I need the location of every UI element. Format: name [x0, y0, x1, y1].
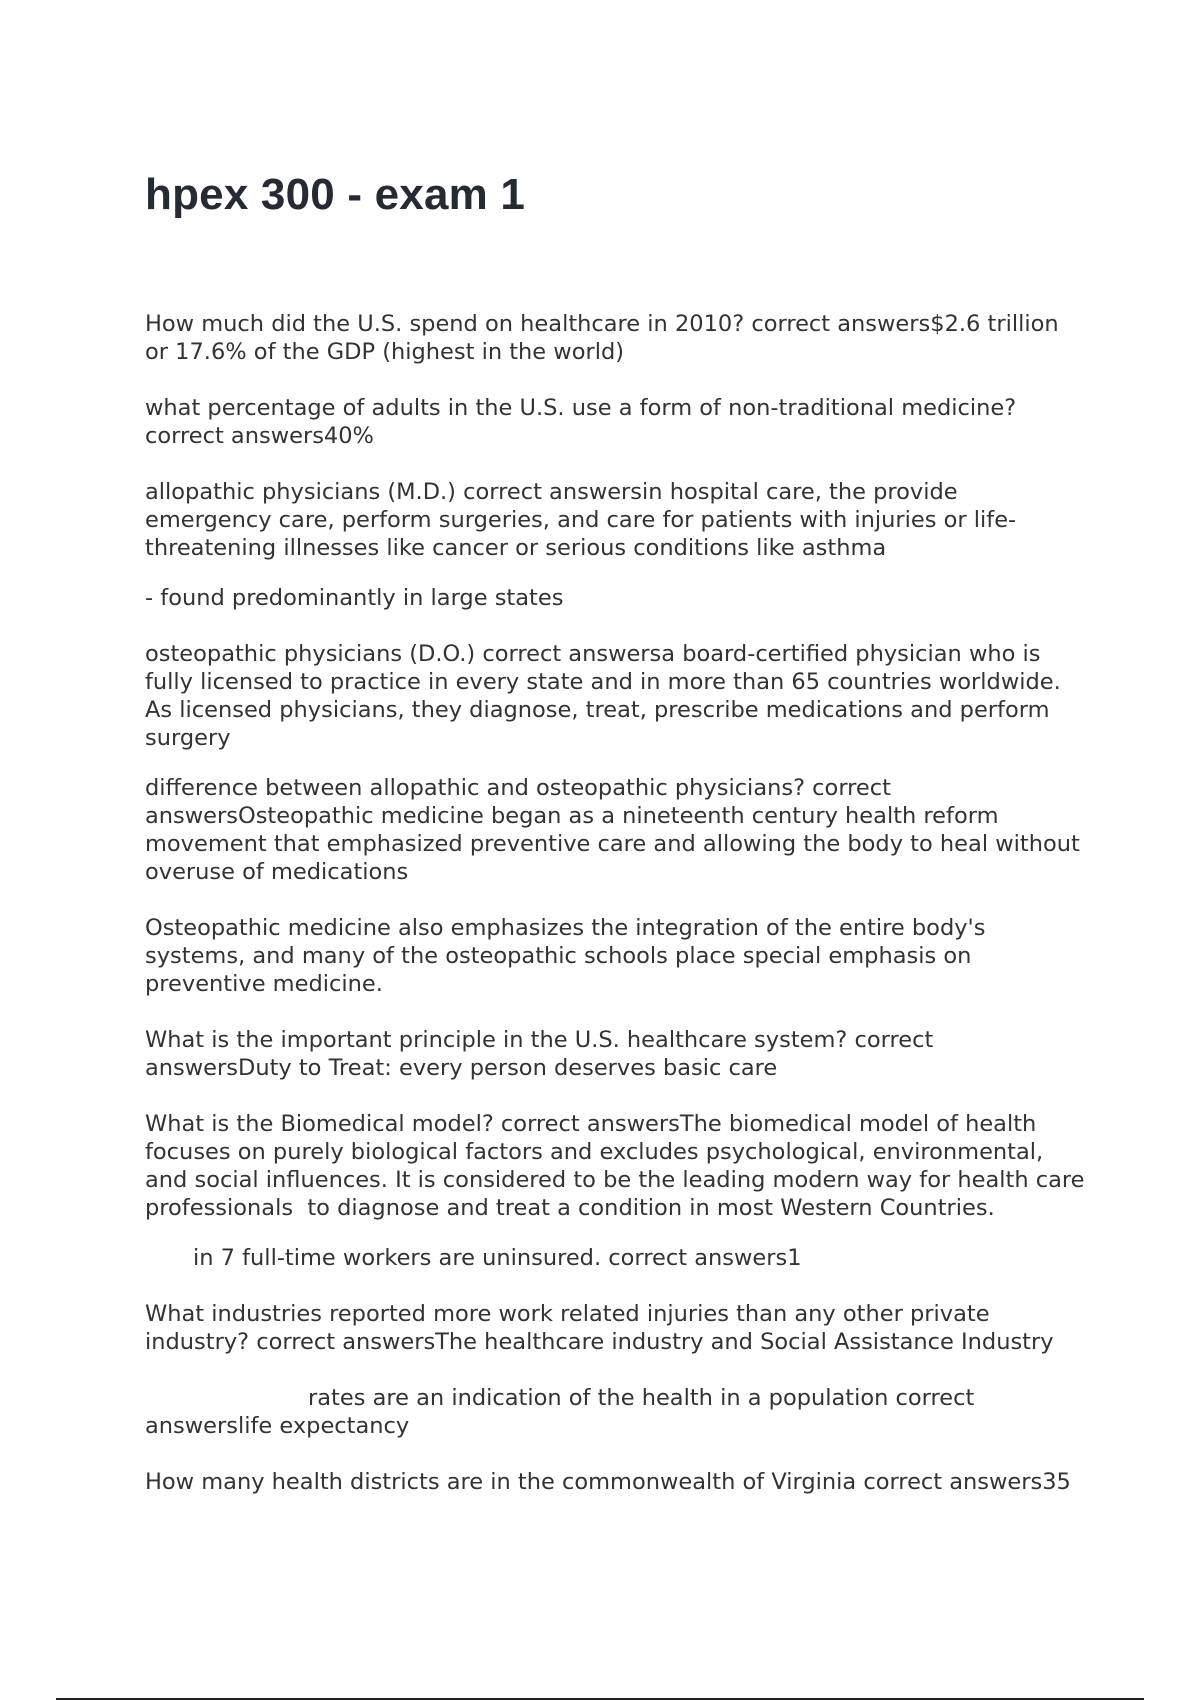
flashcard-item: difference between allopathic and osteopathic physicians? correct answersOsteopathic medicine began as a nineteenth century health reform movement that emphasized preventive care and allowing the body to heal without overuse of medications: [145, 775, 1087, 885]
flashcard-item: [145, 1384, 1085, 1440]
flashcard-item: osteopathic physicians (D.O.) correct answersa board-certified physician who is fully licensed to practice in every state and in more than 65 countries worldwide. As licensed physicians, they diagnose, treat, prescribe medications and perform surgery: [145, 641, 1068, 751]
page-title: hpex 300 - exam 1: [145, 170, 526, 219]
flashcard-item: - found predominantly in large states: [145, 585, 564, 611]
flashcard-item: what percentage of adults in the U.S. use a form of non-traditional medicine? correct answers40%: [145, 395, 1024, 449]
flashcard-item: allopathic physicians (M.D.) correct answersin hospital care, the provide emergency care, perform surgeries, and care for patients with injuries or life-threatening illnesses like cancer or serious conditions like asthma: [145, 479, 1017, 561]
flashcard-item: What industries reported more work related injuries than any other private industry? correct answersThe healthcare industry and Social Assistance Industry: [145, 1301, 1054, 1355]
flashcard-item: How many health districts are in the commonwealth of Virginia correct answers35: [145, 1469, 1071, 1495]
flashcard-item: How much did the U.S. spend on healthcare in 2010? correct answers$2.6 trillion or 17.6% of the GDP (highest in the world): [145, 311, 1066, 365]
flashcard-item: [145, 1110, 1092, 1222]
flashcard-text: in 7 full-time workers are uninsured. correct answers1: [193, 1245, 802, 1271]
flashcard-item: [145, 1244, 1085, 1272]
flashcard-text: rates are an indication of the health in a population correct answerslife expectancy: [145, 1385, 982, 1439]
flashcard-list: [145, 310, 1092, 1524]
flashcard-item: Osteopathic medicine also emphasizes the integration of the entire body's systems, and many of the osteopathic schools place special emphasis on preventive medicine.: [145, 915, 993, 997]
flashcard-item: What is the important principle in the U.S. healthcare system? correct answersDuty to Treat: every person deserves basic care: [145, 1027, 941, 1081]
flashcard-text: What is the Biomedical model? correct answersThe biomedical model of health focuses on purely biological factors and excludes psychological, environmental, and social influences. It is considered to be the leading modern way for health care professionals to diagnose and treat a condition in most Western Countries.: [145, 1111, 1092, 1221]
